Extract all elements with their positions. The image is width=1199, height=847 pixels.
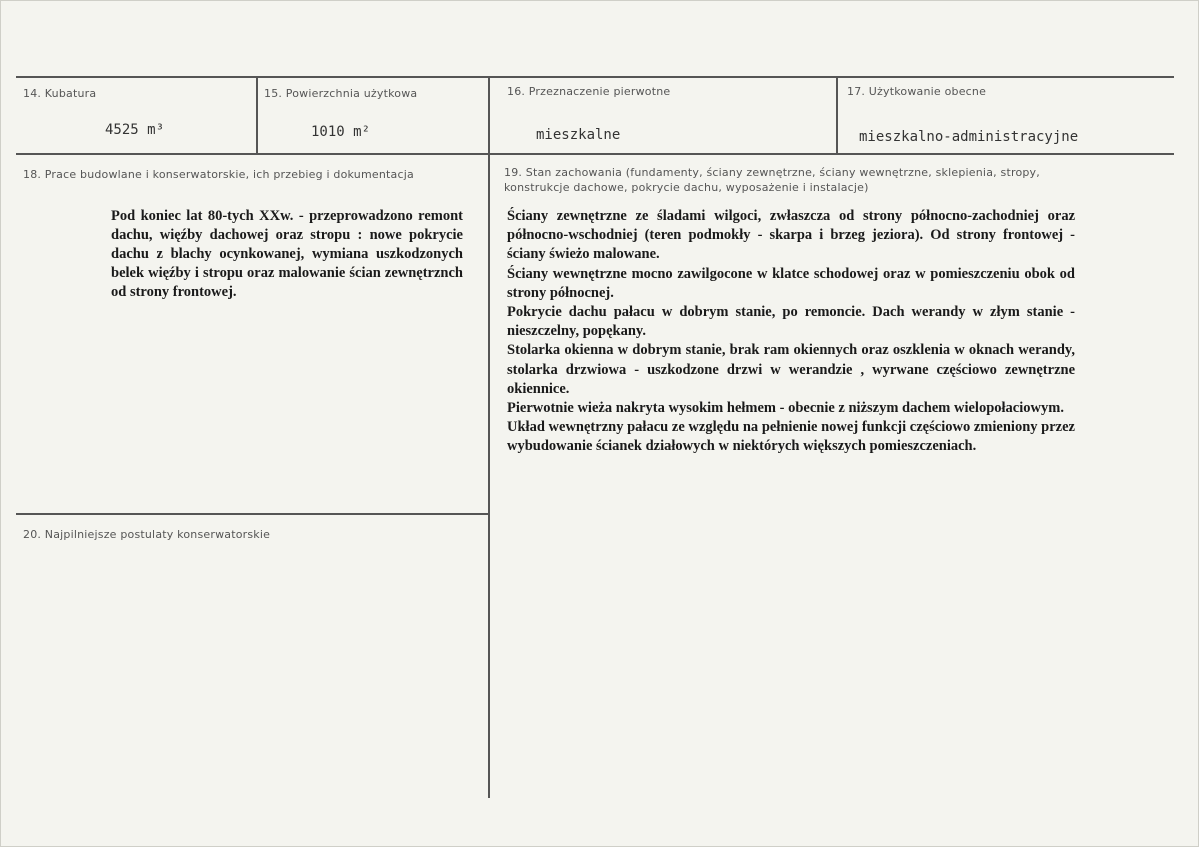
field-17-value: mieszkalno-administracyjne — [859, 129, 1079, 145]
field-17-label: 17. Użytkowanie obecne — [847, 85, 987, 98]
divider-15-16 — [488, 76, 490, 798]
field-16-value: mieszkalne — [536, 127, 621, 143]
field-19-paragraph: Ściany zewnętrzne ze śladami wilgoci, zwłaszcza od strony północno-zachodniej oraz północno-wschodniej (teren podmokły - skarpa i brzeg jeziora). Od strony frontowej - ściany świeżo malowane. — [507, 208, 1075, 263]
field-20-label: 20. Najpilniejsze postulaty konserwatorskie — [23, 528, 271, 541]
field-19-paragraph: Stolarka okienna w dobrym stanie, brak ram okiennych oraz oszklenia w oknach werandy, stolarka drzwiowa - uszkodzone drzwi w werandzie , wyrwane częściowo zewnętrzne okiennice. — [507, 342, 1075, 397]
field-19-label: 19. Stan zachowania (fundamenty, ściany zewnętrzne, ściany wewnętrzne, sklepienia, stropy, konstrukcje dachowe, pokrycie dachu, wyposażenie i instalacje) — [504, 166, 1040, 194]
field-19-text — [507, 207, 1075, 457]
field-19-paragraph: Pokrycie dachu pałacu w dobrym stanie, po remoncie. Dach werandy w złym stanie - nieszczelny, popękany. — [507, 304, 1075, 340]
field-15-label: 15. Powierzchnia użytkowa — [264, 87, 418, 100]
field-19-paragraph: Układ wewnętrzny pałacu ze względu na pełnienie nowej funkcji częściowo zmieniony przez wybudowanie ścianek działowych w niektórych większych pomieszczeniach. — [507, 419, 1075, 455]
field-16-label: 16. Przeznaczenie pierwotne — [507, 85, 671, 98]
divider-14-15 — [256, 76, 258, 154]
field-14-label: 14. Kubatura — [23, 87, 97, 100]
field-18-text: Pod koniec lat 80-tych XXw. - przeprowadzono remont dachu, więźby dachowej oraz stropu : nowe pokrycie dachu z blachy ocynkowanej, wymiana uszkodzonych belek więźby i stropu oraz malowanie ścian zewnętrznch od strony frontowej. — [111, 208, 463, 300]
field-19-paragraph: Pierwotnie wieża nakryta wysokim hełmem - obecnie z niższym dachem wielopołaciowym. — [507, 400, 1064, 417]
field-14-value: 4525 m³ — [105, 122, 165, 138]
row2-bottom-rule — [16, 513, 489, 515]
field-18-label: 18. Prace budowlane i konserwatorskie, ich przebieg i dokumentacja — [23, 168, 414, 181]
top-rule — [16, 76, 1174, 78]
divider-16-17 — [836, 76, 838, 154]
field-19-paragraph: Ściany wewnętrzne mocno zawilgocone w klatce schodowej oraz w pomieszczeniu obok od strony północnej. — [507, 265, 1075, 301]
row1-bottom-rule — [16, 153, 1174, 155]
field-15-value: 1010 m² — [311, 124, 371, 140]
